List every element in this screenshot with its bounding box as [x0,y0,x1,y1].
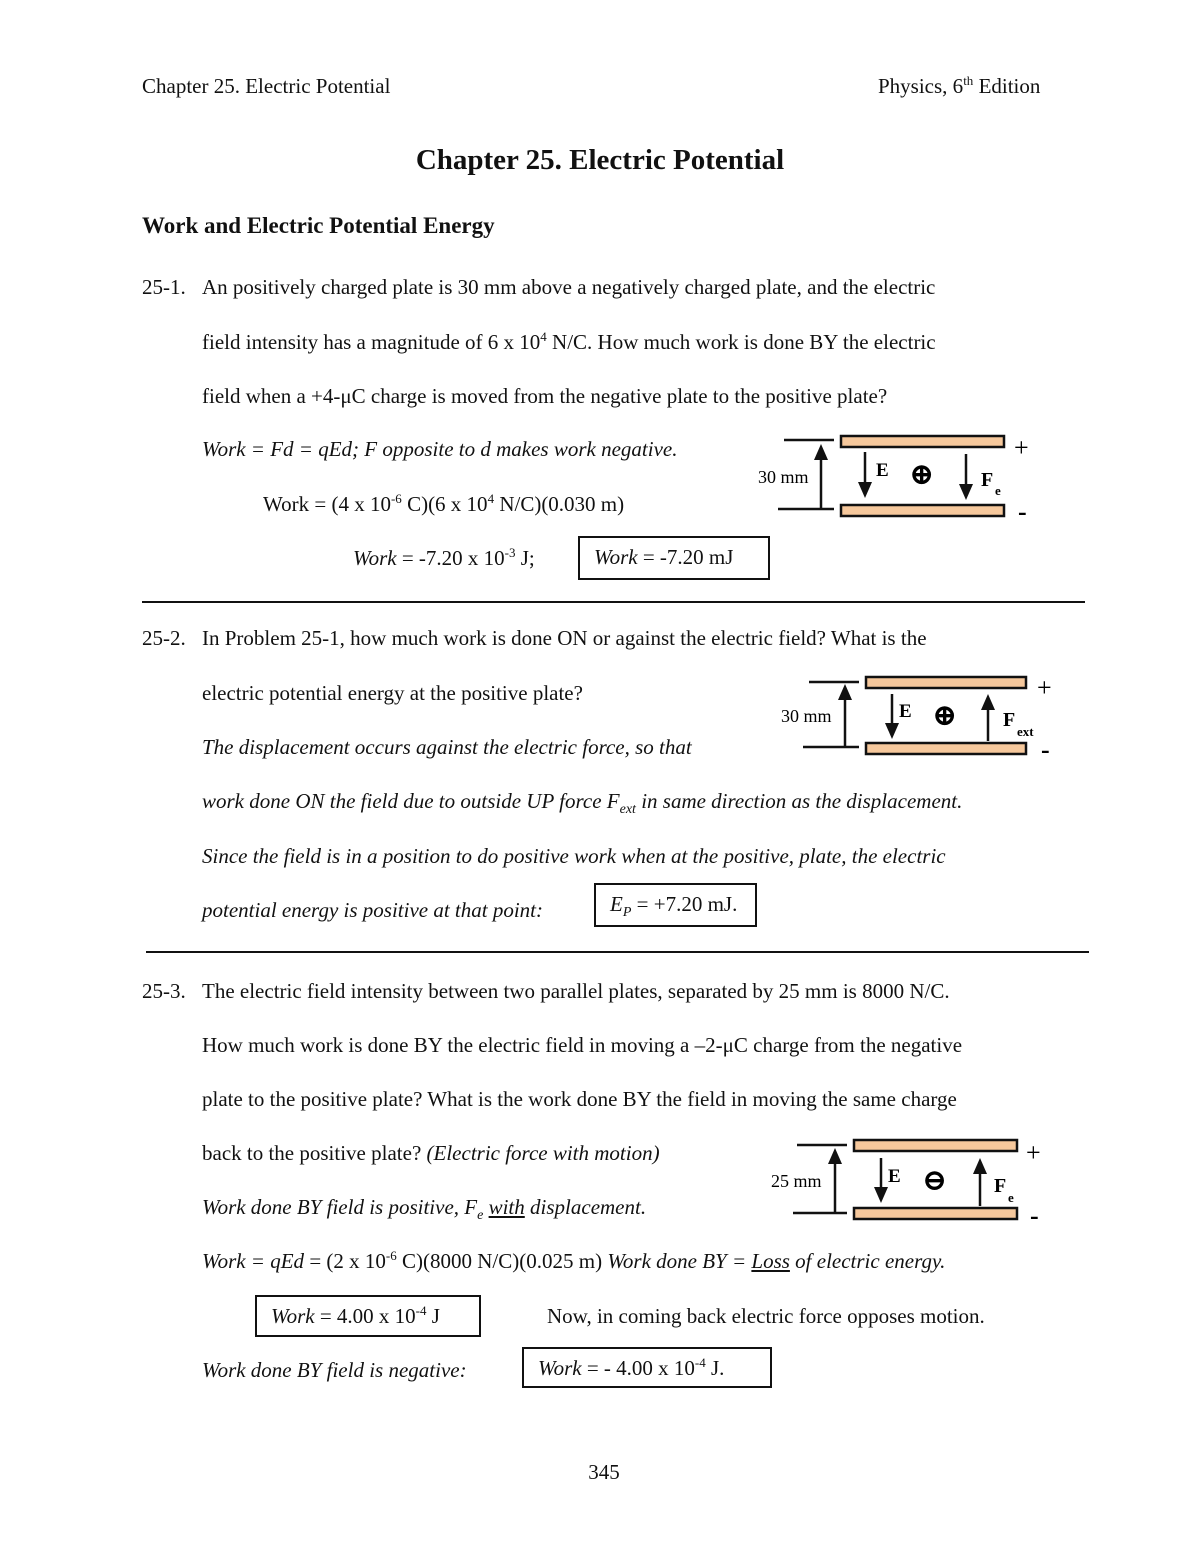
solution-text: The displacement occurs against the electric force, so that [202,735,692,759]
field-label: E [888,1166,901,1187]
answer-box: Work = - 4.00 x $10^{-4}$ J. [522,1347,772,1388]
distance-label: 25 mm [771,1171,822,1191]
negative-plate [866,743,1026,754]
minus-sign: - [1030,1201,1039,1230]
positive-charge-icon: ⊕ [909,458,935,491]
field-arrow-icon [874,1158,888,1203]
solution-equation: Work = (4 x $10^{-6}$ C)(6 x $10^4$ N/C)(0.030 m) [263,491,625,516]
problem-text: In Problem 25-1, how much work is done ON or against the electric field? What is the [202,626,927,650]
plates-diagram-3 [765,1132,1065,1237]
positive-plate [854,1140,1017,1151]
plates-diagram-2 [775,668,1075,773]
problem-text: field intensity has a magnitude of 6 x $10^4$ N/C. How much work is done BY the electric [202,329,936,354]
solution-text: Since the field is in a position to do positive work when at the positive, plate, the electric [202,844,946,868]
positive-plate [841,436,1004,447]
divider [146,951,1089,953]
negative-charge-icon: ⊖ [922,1164,948,1197]
plus-sign: + [1037,673,1052,702]
solution-text: Work done BY field is positive, $F_e$ with displacement. [202,1195,647,1224]
distance-arrow-icon [828,1148,842,1212]
problem-number-25-2: 25-2. [142,626,186,650]
field-arrow-icon [858,452,872,498]
running-header-left: Chapter 25. Electric Potential [142,74,391,98]
positive-plate [866,677,1026,688]
distance-arrow-icon [838,684,852,746]
force-subscript: ext [1017,724,1034,739]
answer-box: $E_P = +7.20$ mJ. [594,883,757,927]
field-label: E [899,701,912,722]
answer-box: Work = -7.20 mJ [578,536,770,580]
plates-diagram-1 [750,428,1050,533]
problem-number-25-3: 25-3. [142,979,186,1003]
negative-plate [841,505,1004,516]
distance-arrow-icon [814,444,828,508]
problem-text: The electric field intensity between two parallel plates, separated by 25 mm is 8000 N/C. [202,979,950,1003]
positive-charge-icon: ⊕ [932,699,958,732]
force-arrow-icon [959,454,973,500]
solution-text: Work = Fd = qEd; F opposite to d makes work negative. [202,437,678,461]
solution-text: Work done BY field is negative: [202,1358,467,1382]
force-label: F [1003,709,1016,731]
solution-text: potential energy is positive at that point: [202,898,544,922]
problem-text: How much work is done BY the electric field in moving a –2-μC charge from the negative [202,1033,963,1057]
force-arrow-icon [981,694,995,741]
minus-sign: - [1018,497,1027,526]
force-subscript: e [995,483,1001,498]
problem-text: back to the positive plate? (Electric force with motion) [202,1141,660,1165]
field-arrow-icon [885,694,899,739]
page-number: 345 [588,1460,620,1484]
negative-plate [854,1208,1017,1219]
distance-label: 30 mm [781,706,832,726]
solution-text: work done ON the field due to outside UP force $F_{ext}$ in same direction as the displacement. [202,789,963,818]
force-subscript: e [1008,1190,1014,1205]
divider [142,601,1085,603]
problem-text: electric potential energy at the positive plate? [202,681,583,705]
solution-equation: Work = qEd = (2 x $10^{-6}$ C)(8000 N/C)(0.025 m) Work done BY = Loss of electric energy. [202,1248,946,1273]
running-header-right: Physics, 6th Edition [878,73,1041,98]
problem-text: field when a +4-μC charge is moved from the negative plate to the positive plate? [202,384,888,408]
section-heading: Work and Electric Potential Energy [142,213,495,238]
solution-result: Work = -7.20 x $10^{-3}$ J; [353,545,535,570]
answer-box: Work = 4.00 x $10^{-4}$ J [255,1295,481,1337]
force-arrow-icon [973,1158,987,1206]
force-label: F [981,469,994,491]
problem-text: An positively charged plate is 30 mm above a negatively charged plate, and the electric [202,275,936,299]
page-title: Chapter 25. Electric Potential [415,144,785,176]
minus-sign: - [1041,735,1050,764]
problem-text: plate to the positive plate? What is the work done BY the field in moving the same charge [202,1087,957,1111]
solution-note: Now, in coming back electric force opposes motion. [547,1304,985,1328]
plus-sign: + [1014,433,1029,462]
field-label: E [876,460,889,481]
distance-label: 30 mm [758,467,809,487]
plus-sign: + [1026,1138,1041,1167]
force-label: F [994,1175,1007,1197]
problem-number-25-1: 25-1. [142,275,186,299]
